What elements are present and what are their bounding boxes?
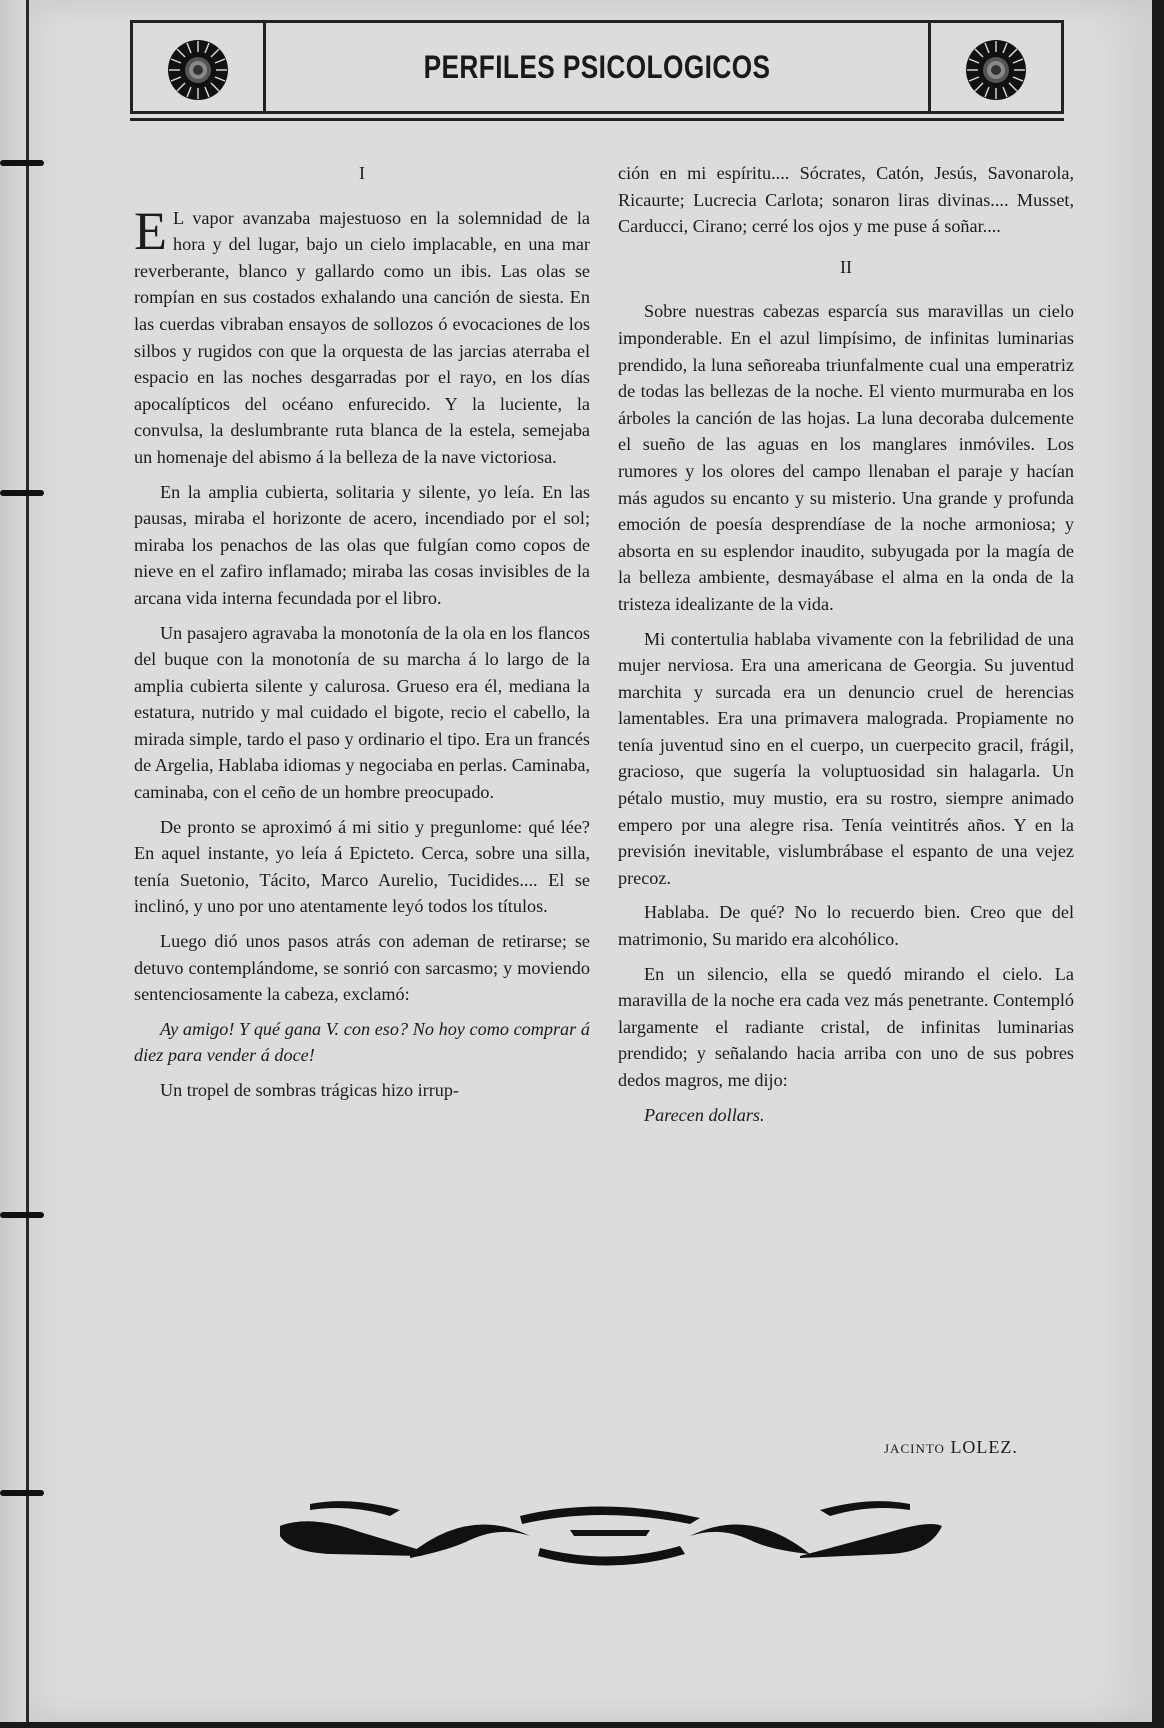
right-column [618,160,1074,1136]
section-number: II [840,256,852,277]
paragraph: Sobre nuestras cabezas esparcía sus maravillas un cielo imponderable. En el azul limpísimo, de infinitas luminarias prendido, la luna señoreaba triunfalmente cual una emperatriz de todas las bellezas de la noche. El viento murmuraba en los árboles la canción de las hojas. La luna decoraba dulcemente el sueño de las aguas en los manglares inmóviles. Los rumores y los olores del campo llenaban el paraje y hacían más agudos su encanto y su misterio. Una grande y profunda emoción de poesía desprendíase de la noche armoniosa; y absorta en su esplendor inaudito, subyugada por la magía de la belleza ambiente, desmayábase el alma en la onda de la tristeza idealizante de la vida. [618,301,1074,614]
author-last-name: LOLEZ. [950,1437,1018,1457]
drop-cap: E [134,200,167,261]
ornament-divider-icon [270,1496,950,1576]
quote: Ay amigo! Y qué gana V. con eso? No hoy como comprar á diez para vender á doce! [134,1018,590,1066]
left-column [134,160,590,1112]
paragraph [134,200,590,471]
page-title: PERFILES PSICOLOGICOS [423,48,771,85]
paragraph: Un pasajero agravaba la monotonía de la ola en los flancos del buque con la monotonía de su marcha á lo largo de la amplia cubierta silente y calurosa. Grueso era él, mediana la estatura, nutrido y mal cuidado el bigote, recio el cabello, la mirada simple, tardo el paso y ordinario el tipo. Era un francés de Argelia, Hablaba idiomas y negociaba en perlas. Caminaba, caminaba, con el ceño de un hombre preocupado. [134,622,590,803]
sunflower-icon [964,38,1028,102]
staple [0,160,44,166]
binding-edge [0,0,29,1722]
section-number: I [359,163,365,183]
page-header [130,20,1064,114]
paragraph: De pronto se aproximó á mi sitio y pregunlome: qué lée? En aquel instante, yo leía á Epicteto. Cerca, sobre una silla, tenía Suetonio, Tácito, Marco Aurelio, Tucidides.... El se inclinó, y uno por uno atentamente leyó todos los títulos. [134,816,590,917]
staple [0,1490,44,1496]
paragraph: Hablaba. De qué? No lo recuerdo bien. Creo que del matrimonio, Su marido era alcohólico. [618,902,1074,950]
paragraph: Luego dió unos pasos atrás con ademan de retirarse; se detuvo contemplándome, se sonrió con sarcasmo; y moviendo sentenciosamente la cabeza, exclamó: [134,931,590,1005]
paragraph: Mi contertulia hablaba vivamente con la febrilidad de una mujer nerviosa. Era una americana de Georgia. Su juventud marchita y surcada era un denuncio cruel de herencias lamentables. Era una primavera malograda. Propiamente no tenía juventud sino en el cuerpo, un cuerpecito gracil, frágil, gracioso, que sugería la voluptuosidad sin halagarla. Un pétalo mustio, muy mustio, era su rostro, siempre animado empero por una alegre risa. Tenía veintitrés años. Y en la previsión inevitable, vislumbrábase el espanto de una vejez precoz. [618,628,1074,888]
staple [0,490,44,496]
paragraph: En la amplia cubierta, solitaria y silente, yo leía. En las pausas, miraba el horizonte de acero, incendiado por el sol; miraba los penachos de las olas que fulgían como copos de nieve en el zafiro inflamado; miraba las cosas invisibles de la arcana vida interna fecundada por el libro. [134,481,590,608]
paragraph: ción en mi espíritu.... Sócrates, Catón, Jesús, Savonarola, Ricaurte; Lucrecia Carlota; sonaron liras divinas.... Musset, Carducci, Cirano; cerré los ojos y me puse á soñar.... [618,163,1074,237]
author-first-name: JACINTO [884,1441,945,1456]
sunflower-icon [166,38,230,102]
quote: Parecen dollars. [644,1104,765,1125]
header-rule [130,118,1064,121]
paragraph: En un silencio, ella se quedó mirando el cielo. La maravilla de la noche era cada vez más penetrante. Contempló largamente el radiante cristal, de infinitas luminarias prendido; y señalando hacia arriba con uno de sus pobres dedos magros, me dijo: [618,963,1074,1090]
paragraph: Un tropel de sombras trágicas hizo irrup- [160,1080,459,1100]
staple [0,1212,44,1218]
paragraph-text: L vapor avanzaba majestuoso en la solemnidad de la hora y del lugar, bajo un cielo implacable, en una mar reverberante, blanco y gallardo como un ibis. Las olas se rompían en sus costados exhalando una canción de siesta. En las cuerdas vibraban ensayos de sollozos ó evocaciones de los silbos y rugidos con que la orquesta de las jarcias aterraba el espacio en las noches desgarradas por el rayo, en los días apocalípticos del océano enfurecido. Y la luciente, la convulsa, la deslumbrante ruta blanca de la estela, semejaba un homenaje del abismo á la belleza de la nave victoriosa. [134,207,590,467]
header-left-box [133,23,266,111]
author-signature [884,1437,1018,1458]
header-right-box [928,23,1061,111]
